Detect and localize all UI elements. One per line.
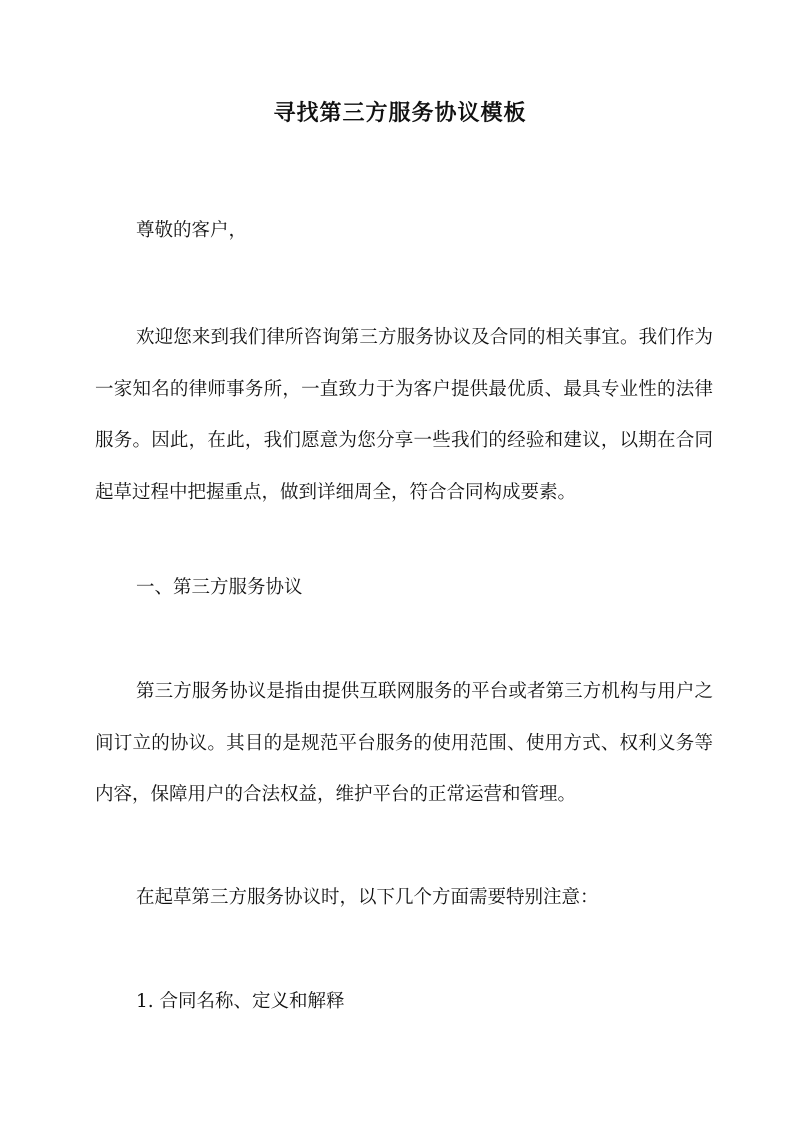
list-item-1: 1. 合同名称、定义和解释 (136, 991, 345, 1012)
intro-paragraph: 欢迎您来到我们律所咨询第三方服务协议及合同的相关事宜。我们作为一家知名的律师事务所，一直致力于为客户提供最优质、最具专业性的法律服务。因此，在此，我们愿意为您分享一些我们的经验和建议，以期在合同起草过程中把握重点，做到详细周全，符合合同构成要素。 (95, 327, 713, 503)
definition-paragraph: 第三方服务协议是指由提供互联网服务的平台或者第三方机构与用户之间订立的协议。其目的是规范平台服务的使用范围、使用方式、权利义务等内容，保障用户的合法权益，维护平台的正常运营和管理。 (95, 681, 713, 805)
section-heading: 一、第三方服务协议 (136, 577, 303, 598)
notice-paragraph: 在起草第三方服务协议时，以下几个方面需要特别注意： (136, 887, 599, 908)
document-title: 寻找第三方服务协议模板 (273, 100, 527, 126)
salutation: 尊敬的客户， (136, 220, 248, 241)
